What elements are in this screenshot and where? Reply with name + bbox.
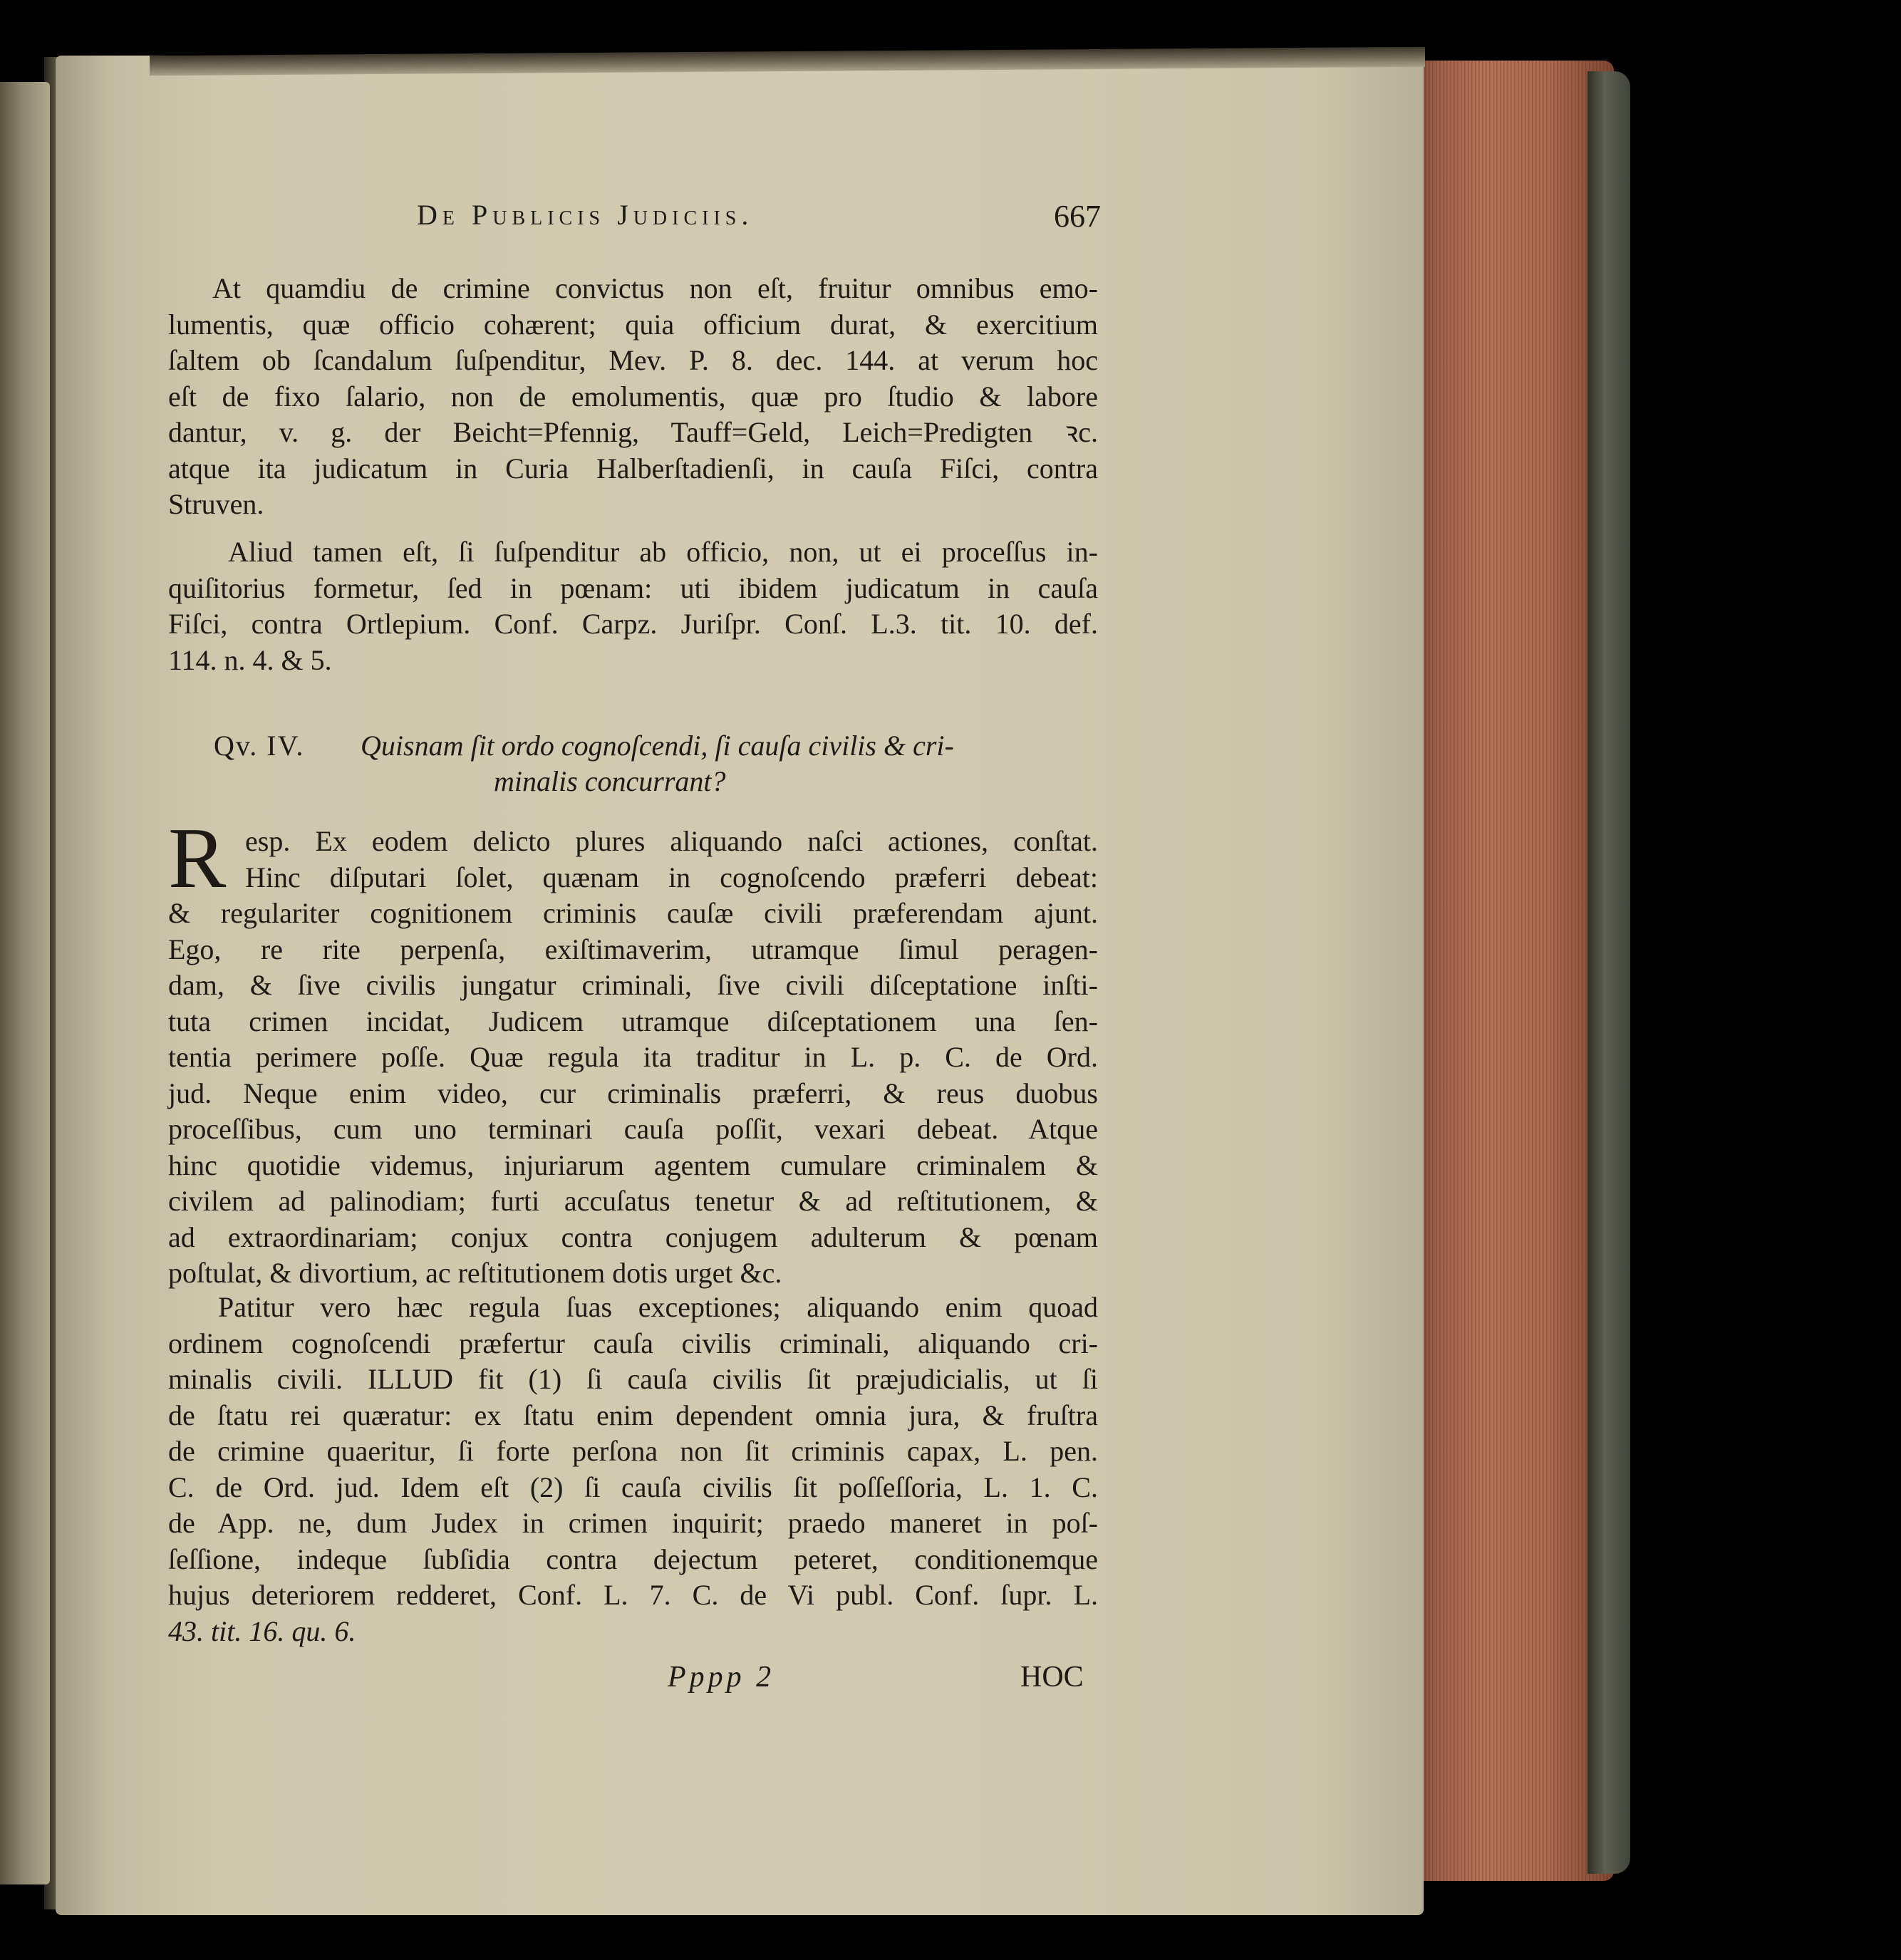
text-line: esp. Ex eodem delicto plures aliquando naſci actiones, conſtat. (245, 825, 1098, 857)
text-line: Aliud tamen eſt, ſi ſuſpenditur ab officio, non, ut ei proceſſus in- (228, 536, 1098, 568)
text-line: dantur, v. g. der Beicht=Pfennig, Tauff=Geld, Leich=Predigten ꝛc. (168, 416, 1098, 448)
text-line: eſt de fixo ſalario, non de emolumentis, quæ pro ſtudio & labore (168, 380, 1098, 413)
text-line: tentia perimere poſſe. Quæ regula ita traditur in L. p. C. de Ord. (168, 1041, 1098, 1073)
question-label: Qv. IV. (214, 730, 305, 762)
text-line: ad extraordinariam; conjux contra conjugem adulterum & pœnam (168, 1220, 1098, 1253)
text-line: At quamdiu de crimine convictus non eſt, fruitur omnibus emo- (212, 272, 1098, 304)
text-line: quiſitorius formetur, ſed in pœnam: uti ibidem judicatum in cauſa (168, 571, 1098, 604)
text-line: ſeſſione, indeque ſubſidia contra dejectum peteret, conditionemque (168, 1542, 1098, 1575)
text-line: de crimine quaeritur, ſi forte perſona non ſit criminis capax, L. pen. (168, 1435, 1098, 1467)
text-line: tuta crimen incidat, Judicem utramque diſceptationem una ſen- (168, 1005, 1098, 1037)
previous-page-edge (0, 82, 50, 1884)
text-line: ſaltem ob ſcandalum ſuſpenditur, Mev. P. 8. dec. 144. at verum hoc (168, 344, 1098, 376)
text-line: C. de Ord. jud. Idem eſt (2) ſi cauſa civilis ſit poſſeſſoria, L. 1. C. (168, 1471, 1098, 1503)
text-line: ordinem cognoſcendi præfertur cauſa civilis criminali, aliquando cri- (168, 1327, 1098, 1359)
paragraph-3 (168, 824, 1098, 1292)
question-line-2: minalis concurrant? (494, 765, 726, 797)
question-line-1: Quisnam ſit ordo cognoſcendi, ſi cauſa civilis & cri- (361, 730, 954, 762)
text-line: Ego, re rite perpenſa, exiſtimaverim, utramque ſimul peragen- (168, 933, 1098, 965)
signature-mark: Pppp 2 (668, 1661, 775, 1694)
text-line: Patitur vero hæc regula ſuas exceptiones; aliquando enim quoad (218, 1291, 1098, 1323)
page-fore-edge (1400, 61, 1614, 1881)
running-header (417, 198, 1101, 241)
text-line: 114. n. 4. & 5. (168, 643, 332, 676)
text-line: proceſſibus, cum uno terminari cauſa poſſit, vexari debeat. Atque (168, 1113, 1098, 1145)
paragraph-2 (168, 534, 1098, 678)
text-line: Hinc diſputari ſolet, quænam in cognoſcendo præferri debeat: (245, 861, 1098, 893)
text-line: hujus deteriorem redderet, Conf. L. 7. C. de Vi publ. Conf. ſupr. L. (168, 1579, 1098, 1611)
text-line: civilem ad palinodiam; furti accuſatus tenetur & ad reſtitutionem, & (168, 1185, 1098, 1217)
catchword: HOC (1020, 1661, 1084, 1694)
drop-cap: R (168, 810, 227, 906)
text-line: lumentis, quæ officio cohærent; quia officium durat, & exercitium (168, 308, 1098, 341)
paragraph-1 (168, 271, 1098, 523)
text-line: & regulariter cognitionem criminis cauſæ civili præferendam ajunt. (168, 897, 1098, 929)
text-line: de ſtatu rei quæratur: ex ſtatu enim dependent omnia jura, & fruſtra (168, 1399, 1098, 1431)
text-line: atque ita judicatum in Curia Halberſtadienſi, in cauſa Fiſci, contra (168, 452, 1098, 484)
text-line: poſtulat, & divortium, ac reſtitutionem dotis urget &c. (168, 1257, 782, 1289)
text-line: hinc quotidie videmus, injuriarum agentem cumulare criminalem & (168, 1148, 1098, 1181)
text-line: de App. ne, dum Judex in crimen inquirit; praedo maneret in poſ- (168, 1507, 1098, 1539)
text-line: Fiſci, contra Ortlepium. Conf. Carpz. Juriſpr. Conſ. L.3. tit. 10. def. (168, 608, 1098, 640)
text-line: 43. tit. 16. qu. 6. (168, 1614, 356, 1647)
running-title: De Publicis Judiciis. (417, 199, 754, 231)
text-line: minalis civili. ILLUD fit (1) ſi cauſa civilis ſit præjudicialis, ut ſi (168, 1363, 1098, 1395)
text-line: jud. Neque enim video, cur criminalis præferri, & reus duobus (168, 1077, 1098, 1109)
book-cover-edge (1587, 71, 1630, 1874)
page-number: 667 (1054, 199, 1101, 234)
text-line: Struven. (168, 488, 264, 520)
text-line: dam, & ſive civilis jungatur criminali, ſive civili diſceptatione inſti- (168, 969, 1098, 1001)
paragraph-4 (168, 1290, 1098, 1649)
